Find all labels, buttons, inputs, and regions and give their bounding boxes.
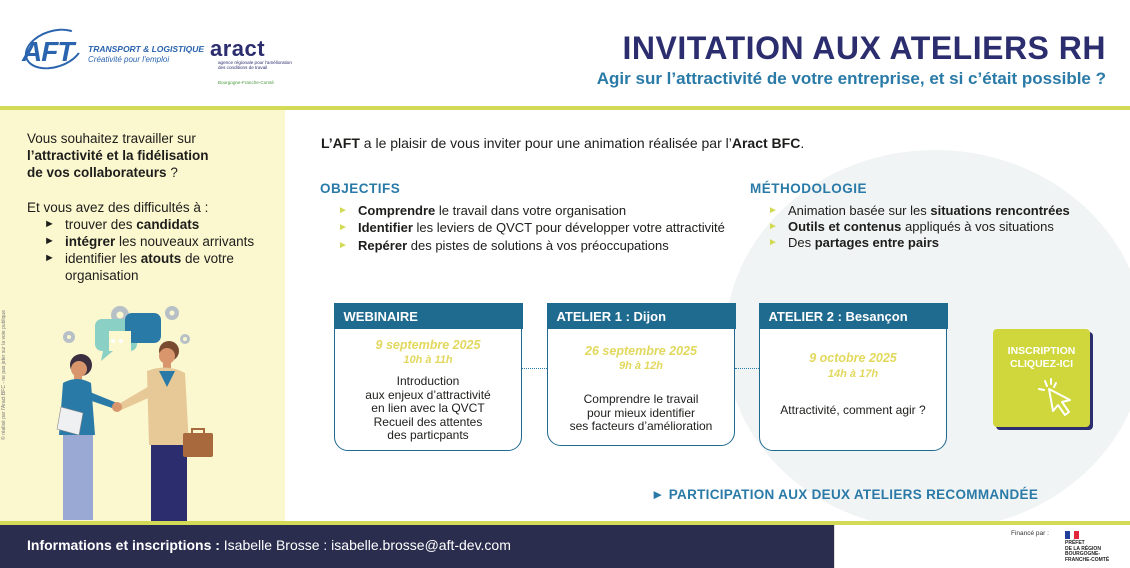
session-title: WEBINAIRE [334, 303, 523, 329]
description-line: pour mieux identifier [586, 405, 696, 420]
session-card-webinaire [334, 303, 522, 451]
description-line: Comprendre le travail [583, 392, 699, 406]
handshake-illustration [55, 295, 275, 525]
list-item [44, 216, 279, 233]
aract-logo-sub: agence régionale pour l'amélioration des conditions de travail [218, 60, 292, 70]
inscription-line1: INSCRIPTION [1007, 345, 1076, 357]
prefet-line: DE LA RÉGION [1065, 545, 1101, 552]
methodology-heading: MÉTHODOLOGIE [750, 181, 867, 196]
list-item [44, 250, 279, 284]
list-item [44, 233, 279, 250]
session-title: ATELIER 1 : Dijon [547, 303, 736, 329]
left-panel [0, 110, 285, 521]
item-text: les nouveaux arrivants [115, 234, 255, 249]
bullet-arrow-icon: ► [768, 221, 778, 232]
session-date: 9 octobre 2025 [809, 351, 897, 365]
intro-aft: L’AFT [321, 135, 360, 151]
item-text: Des [788, 235, 815, 250]
item-bold: Comprendre [358, 203, 436, 218]
inscription-line2: CLIQUEZ-ICI [1010, 358, 1073, 370]
objectives-list [320, 203, 730, 254]
objectives-heading: OBJECTIFS [320, 181, 401, 196]
inscription-label [993, 345, 1090, 371]
item-text: le travail dans votre organisation [435, 203, 627, 218]
session-description [554, 393, 728, 434]
prefet-line: BOURGOGNE- [1065, 551, 1100, 557]
page-subtitle: Agir sur l’attractivité de votre entreprise, et si c’était possible ? [596, 69, 1106, 88]
session-time: 9h à 12h [618, 360, 664, 372]
item-text: de votre organisation [65, 251, 234, 283]
session-time: 10h à 11h [403, 354, 453, 366]
description-line: en lien avec la QVCT [371, 401, 485, 415]
footer-label: Informations et inscriptions : [27, 537, 220, 553]
bullet-arrow-icon: ► [768, 237, 778, 248]
prefet-line: PRÉFET [1065, 540, 1085, 546]
description-line: ses facteurs d’amélioration [569, 419, 713, 433]
item-bold: candidats [136, 217, 200, 232]
bullet-arrow-icon: ► [338, 205, 348, 216]
intro-body: a le plaisir de vous inviter pour une animation réalisée par l’ [359, 135, 732, 151]
description-line: aux enjeux d’attractivité [365, 387, 491, 402]
item-bold: Identifier [358, 220, 413, 235]
description-line: Introduction [396, 374, 460, 388]
item-text: appliqués à vos situations [901, 219, 1054, 234]
item-bold: situations rencontrées [930, 203, 1070, 218]
description-line: Attractivité, comment agir ? [780, 403, 926, 417]
funded-by-label: Financé par : [1011, 530, 1049, 537]
session-card-atelier-2 [759, 303, 947, 451]
woman-figure [57, 354, 117, 520]
aft-logo-mark: AFT [22, 36, 74, 67]
intro-end: . [800, 135, 805, 151]
bullet-arrow-icon: ► [44, 252, 55, 264]
left-question-d: ? [166, 165, 178, 180]
aract-logo [210, 36, 300, 86]
recommendation-text: ► PARTICIPATION AUX DEUX ATELIERS RECOMMANDÉE [651, 487, 1039, 502]
session-date: 9 septembre 2025 [375, 338, 481, 352]
difficulties-list [44, 216, 279, 284]
intro-text [321, 135, 804, 151]
connector-line [522, 368, 547, 369]
aft-logo-line2: Créativité pour l'emploi [88, 55, 170, 64]
bullet-arrow-icon: ► [338, 240, 348, 251]
list-item [750, 203, 1110, 219]
left-question-c: de vos collaborateurs [27, 165, 167, 180]
item-bold: intégrer [65, 234, 116, 249]
inscription-button[interactable] [993, 329, 1090, 427]
main-content [285, 110, 1130, 521]
bullet-arrow-icon: ► [768, 205, 778, 216]
session-description [341, 375, 515, 443]
left-question [27, 130, 277, 181]
list-item [750, 219, 1110, 235]
speech-bubbles-icon [95, 313, 161, 361]
item-text: Animation basée sur les [788, 203, 931, 218]
connector-line [735, 368, 759, 369]
bullet-arrow-icon: ► [338, 222, 348, 233]
item-text: les leviers de QVCT pour développer votre attractivité [412, 220, 725, 235]
list-item [320, 220, 730, 236]
item-text: identifier les [65, 251, 141, 266]
list-item [320, 238, 730, 254]
methodology-list [750, 203, 1110, 251]
handshake [112, 402, 122, 412]
footer [0, 525, 834, 568]
man-figure [117, 341, 213, 525]
footer-contact [27, 537, 511, 553]
session-date: 26 septembre 2025 [585, 344, 697, 358]
bullet-arrow-icon: ► [44, 235, 55, 247]
session-card-atelier-1 [547, 303, 735, 446]
item-text: des pistes de solutions à vos préoccupations [407, 238, 669, 253]
page-title: INVITATION AUX ATELIERS RH [622, 30, 1106, 66]
french-flag-icon [1065, 531, 1079, 539]
item-bold: atouts [140, 251, 182, 266]
item-bold: partages entre pairs [814, 235, 940, 250]
description-line: des particpants [387, 428, 469, 442]
item-bold: Outils et contenus [788, 219, 902, 234]
list-item [750, 235, 1110, 251]
session-description [766, 404, 940, 418]
aft-logo-line1: TRANSPORT & LOGISTIQUE [88, 44, 205, 54]
header [0, 0, 1130, 108]
list-item [320, 203, 730, 219]
copyright-notice: © réalisé par l'Aract BFC - ne pas jeter sur la voie publique [1, 310, 7, 440]
item-bold: Repérer [358, 238, 408, 253]
prefet-logo-text [1065, 541, 1109, 563]
cursor-click-icon [1037, 377, 1081, 419]
prefet-line: FRANCHE-COMTÉ [1065, 556, 1110, 563]
bullet-arrow-icon: ► [44, 218, 55, 230]
item-text: trouver des [65, 217, 137, 232]
left-question-a: Vous souhaitez travailler sur [27, 131, 196, 146]
intro-aract: Aract BFC [731, 135, 801, 151]
left-question-b: l’attractivité et la fidélisation [27, 148, 209, 163]
aft-logo [22, 30, 205, 75]
description-line: Recueil des attentes [373, 414, 483, 429]
contact-email-link[interactable]: Isabelle Brosse : isabelle.brosse@aft-dev.com [219, 537, 511, 553]
session-time: 14h à 17h [827, 368, 879, 380]
funder-block [834, 525, 1130, 568]
aract-logo-word: aract [210, 36, 266, 61]
session-title: ATELIER 2 : Besançon [759, 303, 948, 329]
aract-logo-region: Bourgogne-Franche-Comté [218, 80, 274, 85]
left-difficulties-intro: Et vous avez des difficultés à : [27, 200, 209, 215]
